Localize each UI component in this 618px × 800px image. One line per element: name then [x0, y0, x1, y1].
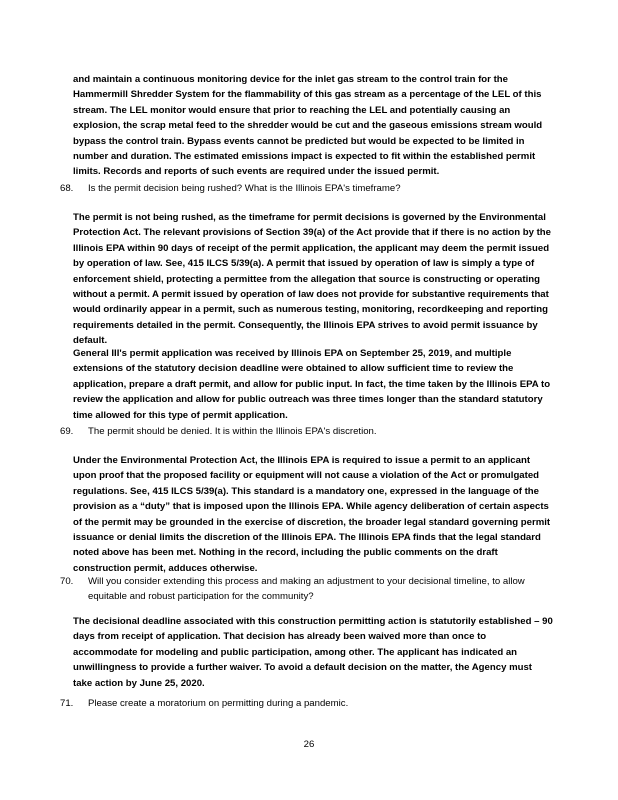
question-number: 71.: [60, 698, 74, 709]
question-text: The permit should be denied. It is within the Illinois EPA's discretion.: [88, 426, 377, 437]
answer-paragraph: The permit is not being rushed, as the timeframe for permit decisions is governed by the Environmental Protection Act. The relevant provisions of Section 39(a) of the Act provide that if there is no action by the Illinois EPA within 90 days of receipt of the permit application, the applicant may deem the permit issued by operation of law. See, 415 ILCS 5/39(a). A permit that issued by operation of law is simply a type of enforcement shield, protecting a permittee from the allegation that source is constructing or operating without a permit. A permit issued by operation of law does not provide for substantive requirements that would ordinarily appear in a permit, such as numerous testing, monitoring, recordkeeping and reporting requirements detailed in the permit. Consequently, the Illinois EPA strives to avoid permit issuance by default.: [73, 212, 551, 347]
answer-paragraph: General III's permit application was received by Illinois EPA on September 25, 2019, and multiple extensions of the statutory decision deadline were obtained to allow sufficient time to review the application, prepare a draft permit, and allow for public input. In fact, the time taken by the Illinois EPA to review the application and allow for public outreach was three times longer than the standard statutory time allowed for this type of permit application.: [73, 348, 551, 421]
question-number: 68.: [60, 183, 74, 194]
answer-paragraph: Under the Environmental Protection Act, the Illinois EPA is required to issue a permit to an applicant upon proof that the proposed facility or equipment will not cause a violation of the Act or promulgated regulations. See, 415 ILCS 5/39(a). This standard is a mandatory one, expressed in the language of the provision as a “duty” that is imposed upon the Illinois EPA. While agency deliberation of certain aspects of the permit may be grounded in the exercise of discretion, the broader legal standard governing permit issuance or denial limits the discretion of the Illinois EPA. The Illinois EPA finds that the legal standard noted above has been met. Nothing in the record, including the public comments on the draft construction permit, adduces otherwise.: [73, 455, 551, 574]
question-text: Will you consider extending this process and making an adjustment to your decisional timeline, to allow equitable and robust participation for the community?: [88, 576, 525, 603]
question-number: 69.: [60, 426, 74, 437]
question-number: 70.: [60, 576, 74, 587]
question-text: Is the permit decision being rushed? What is the Illinois EPA's timeframe?: [88, 183, 401, 194]
answer-paragraph: and maintain a continuous monitoring device for the inlet gas stream to the control train for the Hammermill Shredder System for the flammability of this gas stream as a percentage of the LEL of this stream. The LEL monitor would ensure that prior to reaching the LEL and potentially causing an explosion, the scrap metal feed to the shredder would be cut and the gaseous emissions stream would bypass the control train. Bypass events cannot be predicted but would be expected to be limited in number and duration. The estimated emissions impact is expected to fit within the established permit limits. Records and reports of such events are required under the issued permit.: [73, 74, 543, 178]
page-number: 26: [303, 739, 315, 750]
question-text: Please create a moratorium on permitting during a pandemic.: [88, 698, 349, 709]
answer-paragraph: The decisional deadline associated with this construction permitting action is statutorily established – 90 days from receipt of application. That decision has already been waived more than once to accommodate for modeling and public participation, among other. The applicant has indicated an unwillingness to provide a further waiver. To avoid a default decision on the matter, the Agency must take action by June 25, 2020.: [73, 616, 553, 689]
